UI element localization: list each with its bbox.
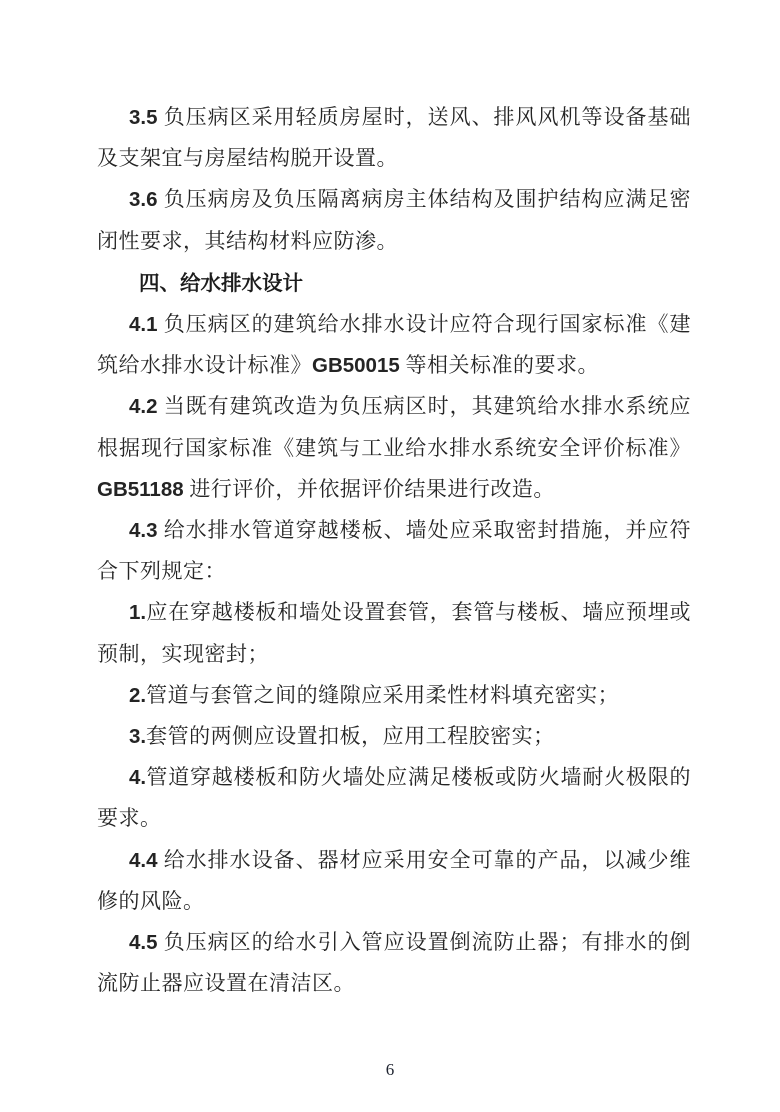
bold-run: 4.4 (129, 848, 164, 872)
bold-run: 4.3 (129, 519, 164, 543)
page-number: 6 (385, 1060, 395, 1079)
text-run: 负压病区的建筑给水排水设计应符合现行国家标准《建筑给水排水设计标准》 (97, 312, 691, 378)
text-run: 套管的两侧应设置扣板，应用工程胶密实； (146, 724, 555, 749)
paragraph (97, 840, 691, 922)
text-run: 负压病区的给水引入管应设置倒流防止器；有排水的倒流防止器应设置在清洁区。 (97, 930, 691, 996)
text-run: 进行评价，并依据评价结果进行改造。 (189, 476, 555, 501)
paragraph (97, 386, 691, 510)
document-body (97, 97, 691, 1004)
bold-run: 1. (129, 601, 147, 625)
paragraph (97, 592, 691, 674)
text-run: 负压病房及负压隔离病房主体结构及围护结构应满足密闭性要求，其结构材料应防渗。 (97, 187, 691, 253)
text-run: 管道穿越楼板和防火墙处应满足楼板或防火墙耐火极限的要求。 (97, 765, 691, 831)
paragraph (97, 304, 691, 386)
paragraph (97, 757, 691, 839)
paragraph (97, 179, 691, 261)
paragraph (97, 716, 691, 757)
bold-run: 3.5 (129, 106, 164, 129)
bold-run: 2. (129, 683, 147, 707)
bold-run: 四、给水排水设计 (139, 271, 303, 295)
bold-run: 4.2 (129, 395, 164, 419)
bold-run: 3.6 (129, 188, 164, 212)
section-heading (97, 262, 691, 304)
bold-run: GB51188 (97, 477, 190, 501)
text-run: 等相关标准的要求。 (405, 353, 599, 378)
paragraph (97, 675, 691, 716)
bold-run: GB50015 (312, 354, 406, 378)
page-footer (0, 1060, 780, 1080)
text-run: 给水排水设备、器材应采用安全可靠的产品，以减少维修的风险。 (97, 847, 691, 913)
paragraph (97, 510, 691, 592)
text-run: 给水排水管道穿越楼板、墙处应采取密封措施，并应符合下列规定： (97, 518, 691, 584)
text-run: 负压病区采用轻质房屋时，送风、排风风机等设备基础及支架宜与房屋结构脱开设置。 (97, 105, 691, 171)
text-run: 当既有建筑改造为负压病区时，其建筑给水排水系统应根据现行国家标准《建筑与工业给水排水系统安全评价标准》 (97, 394, 691, 460)
paragraph (97, 97, 691, 179)
text-run: 管道与套管之间的缝隙应采用柔性材料填充密实； (146, 682, 620, 707)
bold-run: 4. (129, 766, 147, 790)
paragraph (97, 922, 691, 1004)
bold-run: 4.1 (129, 313, 164, 337)
bold-run: 3. (129, 725, 147, 749)
bold-run: 4.5 (129, 931, 164, 955)
text-run: 应在穿越楼板和墙处设置套管，套管与楼板、墙应预埋或预制，实现密封； (97, 600, 691, 666)
